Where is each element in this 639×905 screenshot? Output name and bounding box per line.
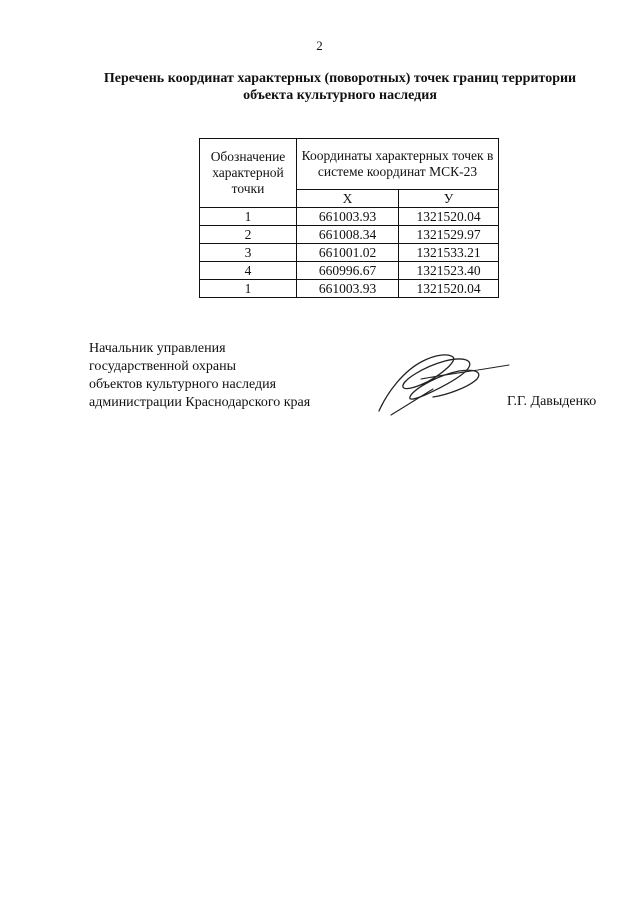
signer-line-2: государственной охраны <box>89 359 237 374</box>
table-row <box>200 262 499 280</box>
x-cell: 660996.67 <box>297 262 399 280</box>
table-row <box>200 226 499 244</box>
point-cell: 4 <box>200 262 297 280</box>
signer-position <box>89 340 310 412</box>
header-x: Х <box>297 190 399 208</box>
table-row <box>200 244 499 262</box>
x-cell: 661003.93 <box>297 280 399 298</box>
y-cell: 1321533.21 <box>399 244 499 262</box>
point-cell: 1 <box>200 280 297 298</box>
signer-line-1: Начальник управления <box>89 341 226 356</box>
title-line-2: объекта культурного наследия <box>243 88 437 103</box>
coordinates-table <box>199 138 499 298</box>
title-line-1: Перечень координат характерных (поворотных) точек границ территории <box>103 71 577 86</box>
point-cell: 2 <box>200 226 297 244</box>
header-point-designation: Обозначение характерной точки <box>200 139 297 208</box>
handwritten-signature <box>373 345 513 417</box>
x-cell: 661001.02 <box>297 244 399 262</box>
y-cell: 1321529.97 <box>399 226 499 244</box>
table-row <box>200 280 499 298</box>
header-y: У <box>399 190 499 208</box>
signer-line-4: администрации Краснодарского края <box>89 395 311 410</box>
header-coordinates: Координаты характерных точек в системе координат МСК-23 <box>297 139 499 190</box>
y-cell: 1321520.04 <box>399 280 499 298</box>
document-title <box>40 70 639 104</box>
signer-line-3: объектов культурного наследия <box>89 377 277 392</box>
table-row <box>200 208 499 226</box>
point-cell: 3 <box>200 244 297 262</box>
signer-name: Г.Г. Давыденко <box>507 394 597 409</box>
x-cell: 661008.34 <box>297 226 399 244</box>
x-cell: 661003.93 <box>297 208 399 226</box>
page-number: 2 <box>316 38 323 53</box>
y-cell: 1321520.04 <box>399 208 499 226</box>
point-cell: 1 <box>200 208 297 226</box>
y-cell: 1321523.40 <box>399 262 499 280</box>
